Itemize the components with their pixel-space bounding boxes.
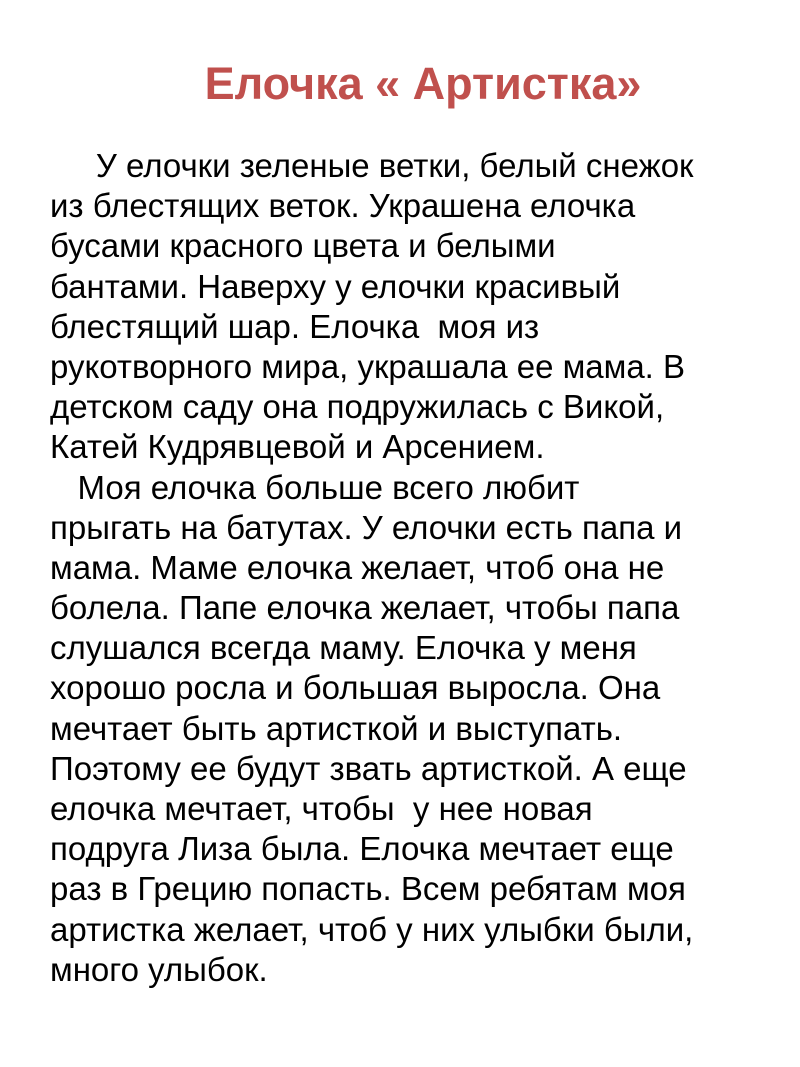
text-line: артистка желает, чтоб у них улыбки были, <box>50 910 694 948</box>
text-line: подруга Лиза была. Елочка мечтает еще <box>50 830 674 868</box>
text-line: прыгать на батутах. У елочки есть папа и <box>50 508 683 546</box>
text-line: елочка мечтает, чтобы у нее новая <box>50 790 593 827</box>
text-line: много улыбок. <box>50 950 268 988</box>
text-line: рукотворного мира, украшала ее мама. В <box>50 347 686 385</box>
text-line: бантами. Наверху у елочки красивый <box>50 267 621 305</box>
text-line: Поэтому ее будут звать артисткой. А еще <box>50 749 687 787</box>
text-line: Моя елочка больше всего любит <box>50 468 580 506</box>
text-line: мечтает быть артисткой и выступать. <box>50 709 623 747</box>
text-line: бусами красного цвета и белыми <box>50 227 556 265</box>
text-line: слушался всегда маму. Елочка у меня <box>50 629 637 667</box>
text-line: У елочки зеленые ветки, белый снежок <box>50 147 694 184</box>
story-text <box>50 146 770 990</box>
text-line: Катей Кудрявцевой и Арсением. <box>50 428 545 466</box>
text-line: мама. Маме елочка желает, чтоб она не <box>50 548 665 586</box>
text-line: блестящий шар. Елочка моя из <box>50 307 540 345</box>
text-line: хорошо росла и большая выросла. Она <box>50 669 661 707</box>
page-title: Елочка « Артистка» <box>204 58 642 109</box>
text-line: раз в Грецию попасть. Всем ребятам моя <box>50 870 686 908</box>
text-line: детском саду она подружилась с Викой, <box>50 388 665 426</box>
text-line: из блестящих веток. Украшена елочка <box>50 187 636 225</box>
text-line: болела. Папе елочка желает, чтобы папа <box>50 589 680 627</box>
